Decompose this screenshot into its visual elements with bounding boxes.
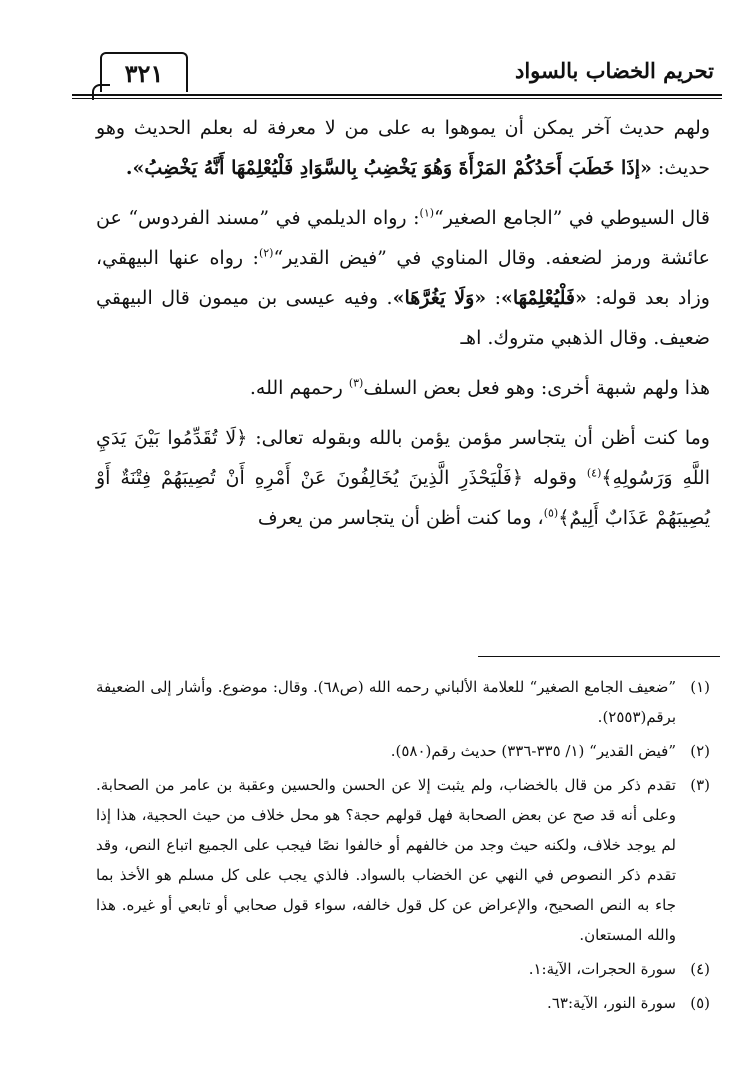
footnote-number: (١) <box>690 678 710 696</box>
footnote-ref-3[interactable]: (٣) <box>348 376 364 390</box>
footnote-ref-5[interactable]: (٥) <box>543 506 559 520</box>
paragraph-2 <box>96 198 710 358</box>
footnote-text: سورة الحجرات، الآية:١. <box>528 960 676 978</box>
main-text <box>96 108 710 538</box>
p2-colon: : <box>494 287 501 309</box>
footnote-number: (٣) <box>690 776 710 794</box>
footnote-item <box>96 954 710 984</box>
p3-text-b: رحمهم الله. <box>249 377 349 399</box>
header-rule <box>72 94 722 96</box>
footnote-text: ”فيض القدير“ (١/ ٣٣٥-٣٣٦) حديث رقم(٥٨٠). <box>390 742 676 760</box>
p4-text-b: وقوله <box>522 467 587 489</box>
footnote-item <box>96 770 710 950</box>
footnotes <box>96 672 710 1022</box>
footnote-text: سورة النور، الآية:٦٣. <box>547 994 676 1012</box>
quote-wala-yaghurraha: «وَلَا يَغُرَّهَا» <box>392 287 487 309</box>
paragraph-4 <box>96 418 710 538</box>
page-number: ٣٢١ <box>100 52 188 92</box>
hadith-quote: «إذَا خَطَبَ أَحَدُكُمْ المَرْأَةَ وَهُوَ يَخْضِبُ بِالسَّوَادِ فَلْيُعْلِمْهَا أَنَّهُ يَخْضِبُ». <box>125 157 652 179</box>
footnote-separator <box>478 656 720 657</box>
footnote-ref-2[interactable]: (٢) <box>258 246 274 260</box>
footnote-item <box>96 736 710 766</box>
quote-falyulimha: «فَلْيُعْلِمْهَا» <box>501 287 587 309</box>
p4-text-a: وما كنت أظن أن يتجاسر مؤمن يؤمن بالله وبقوله تعالى: <box>255 427 710 449</box>
footnote-ref-4[interactable]: (٤) <box>586 466 602 480</box>
p2-text-a: قال السيوطي في ”الجامع الصغير“ <box>434 207 710 229</box>
p2-text-c: : رواه عنها البيهقي، وزاد بعد قوله: <box>96 247 710 309</box>
footnote-item <box>96 672 710 732</box>
p3-text-a: هذا ولهم شبهة أخرى: وهو فعل بعض السلف <box>363 377 710 399</box>
page-header <box>72 50 722 94</box>
header-rule-thin <box>72 98 722 99</box>
p2-text-b: : رواه الديلمي في ”مسند الفردوس“ عن عائشة ورمز لضعفه. وقال المناوي في ”فيض القدير“ <box>96 207 711 269</box>
running-title: تحريم الخضاب بالسواد <box>514 58 714 83</box>
footnote-number: (٤) <box>690 960 710 978</box>
paragraph-1 <box>96 108 710 188</box>
ayah-hujurat: ﴿لَا تُقَدِّمُوا بَيْنَ يَدَيِ اللَّهِ وَرَسُولِهِ﴾ <box>96 427 711 489</box>
p1-text: ولهم حديث آخر يمكن أن يموهوا به على من لا معرفة له بعلم الحديث وهو حديث: <box>96 117 710 179</box>
footnote-item <box>96 988 710 1018</box>
p4-text-c: ، وما كنت أظن أن يتجاسر من يعرف <box>257 507 544 529</box>
footnote-number: (٥) <box>690 994 710 1012</box>
p2-text-d: . وفيه عيسى بن ميمون قال البيهقي ضعيف. وقال الذهبي متروك. اهـ <box>96 287 710 349</box>
footnote-text: ”ضعيف الجامع الصغير“ للعلامة الألباني رحمه الله (ص٦٨). وقال: موضوع. وأشار إلى الضعيفة برقم(٢٥٥٣). <box>96 678 676 726</box>
footnote-number: (٢) <box>690 742 710 760</box>
paragraph-3 <box>96 368 710 408</box>
ayah-nur: ﴿فَلْيَحْذَرِ الَّذِينَ يُخَالِفُونَ عَنْ أَمْرِهِ أَنْ تُصِيبَهُمْ فِتْنَةٌ أَوْ يُصِيبَهُمْ عَذَابٌ أَلِيمٌ﴾ <box>96 467 710 529</box>
footnote-ref-1[interactable]: (١) <box>419 206 435 220</box>
footnote-text: تقدم ذكر من قال بالخضاب، ولم يثبت إلا عن الحسن والحسين وعقبة بن عامر من الصحابة. وعلى أنه قد صح عن بعض الصحابة فهل قولهم حجة؟ هو محل خلاف من حيث الحجية، هذا إذا لم يوجد خلاف، ولكنه حيث وجد من خالفهم أو خالفوا نصًا فيجب على الجميع اتباع النص، وقد تقدم ذكر النصوص في النهي عن الخضاب بالسواد. فالذي يجب على كل مسلم هو الأخذ بما جاء به النص الصحيح، والإعراض عن كل قول خالفه، سواء قول صحابي أو تابعي أو غيره. هذا والله المستعان. <box>96 776 676 944</box>
